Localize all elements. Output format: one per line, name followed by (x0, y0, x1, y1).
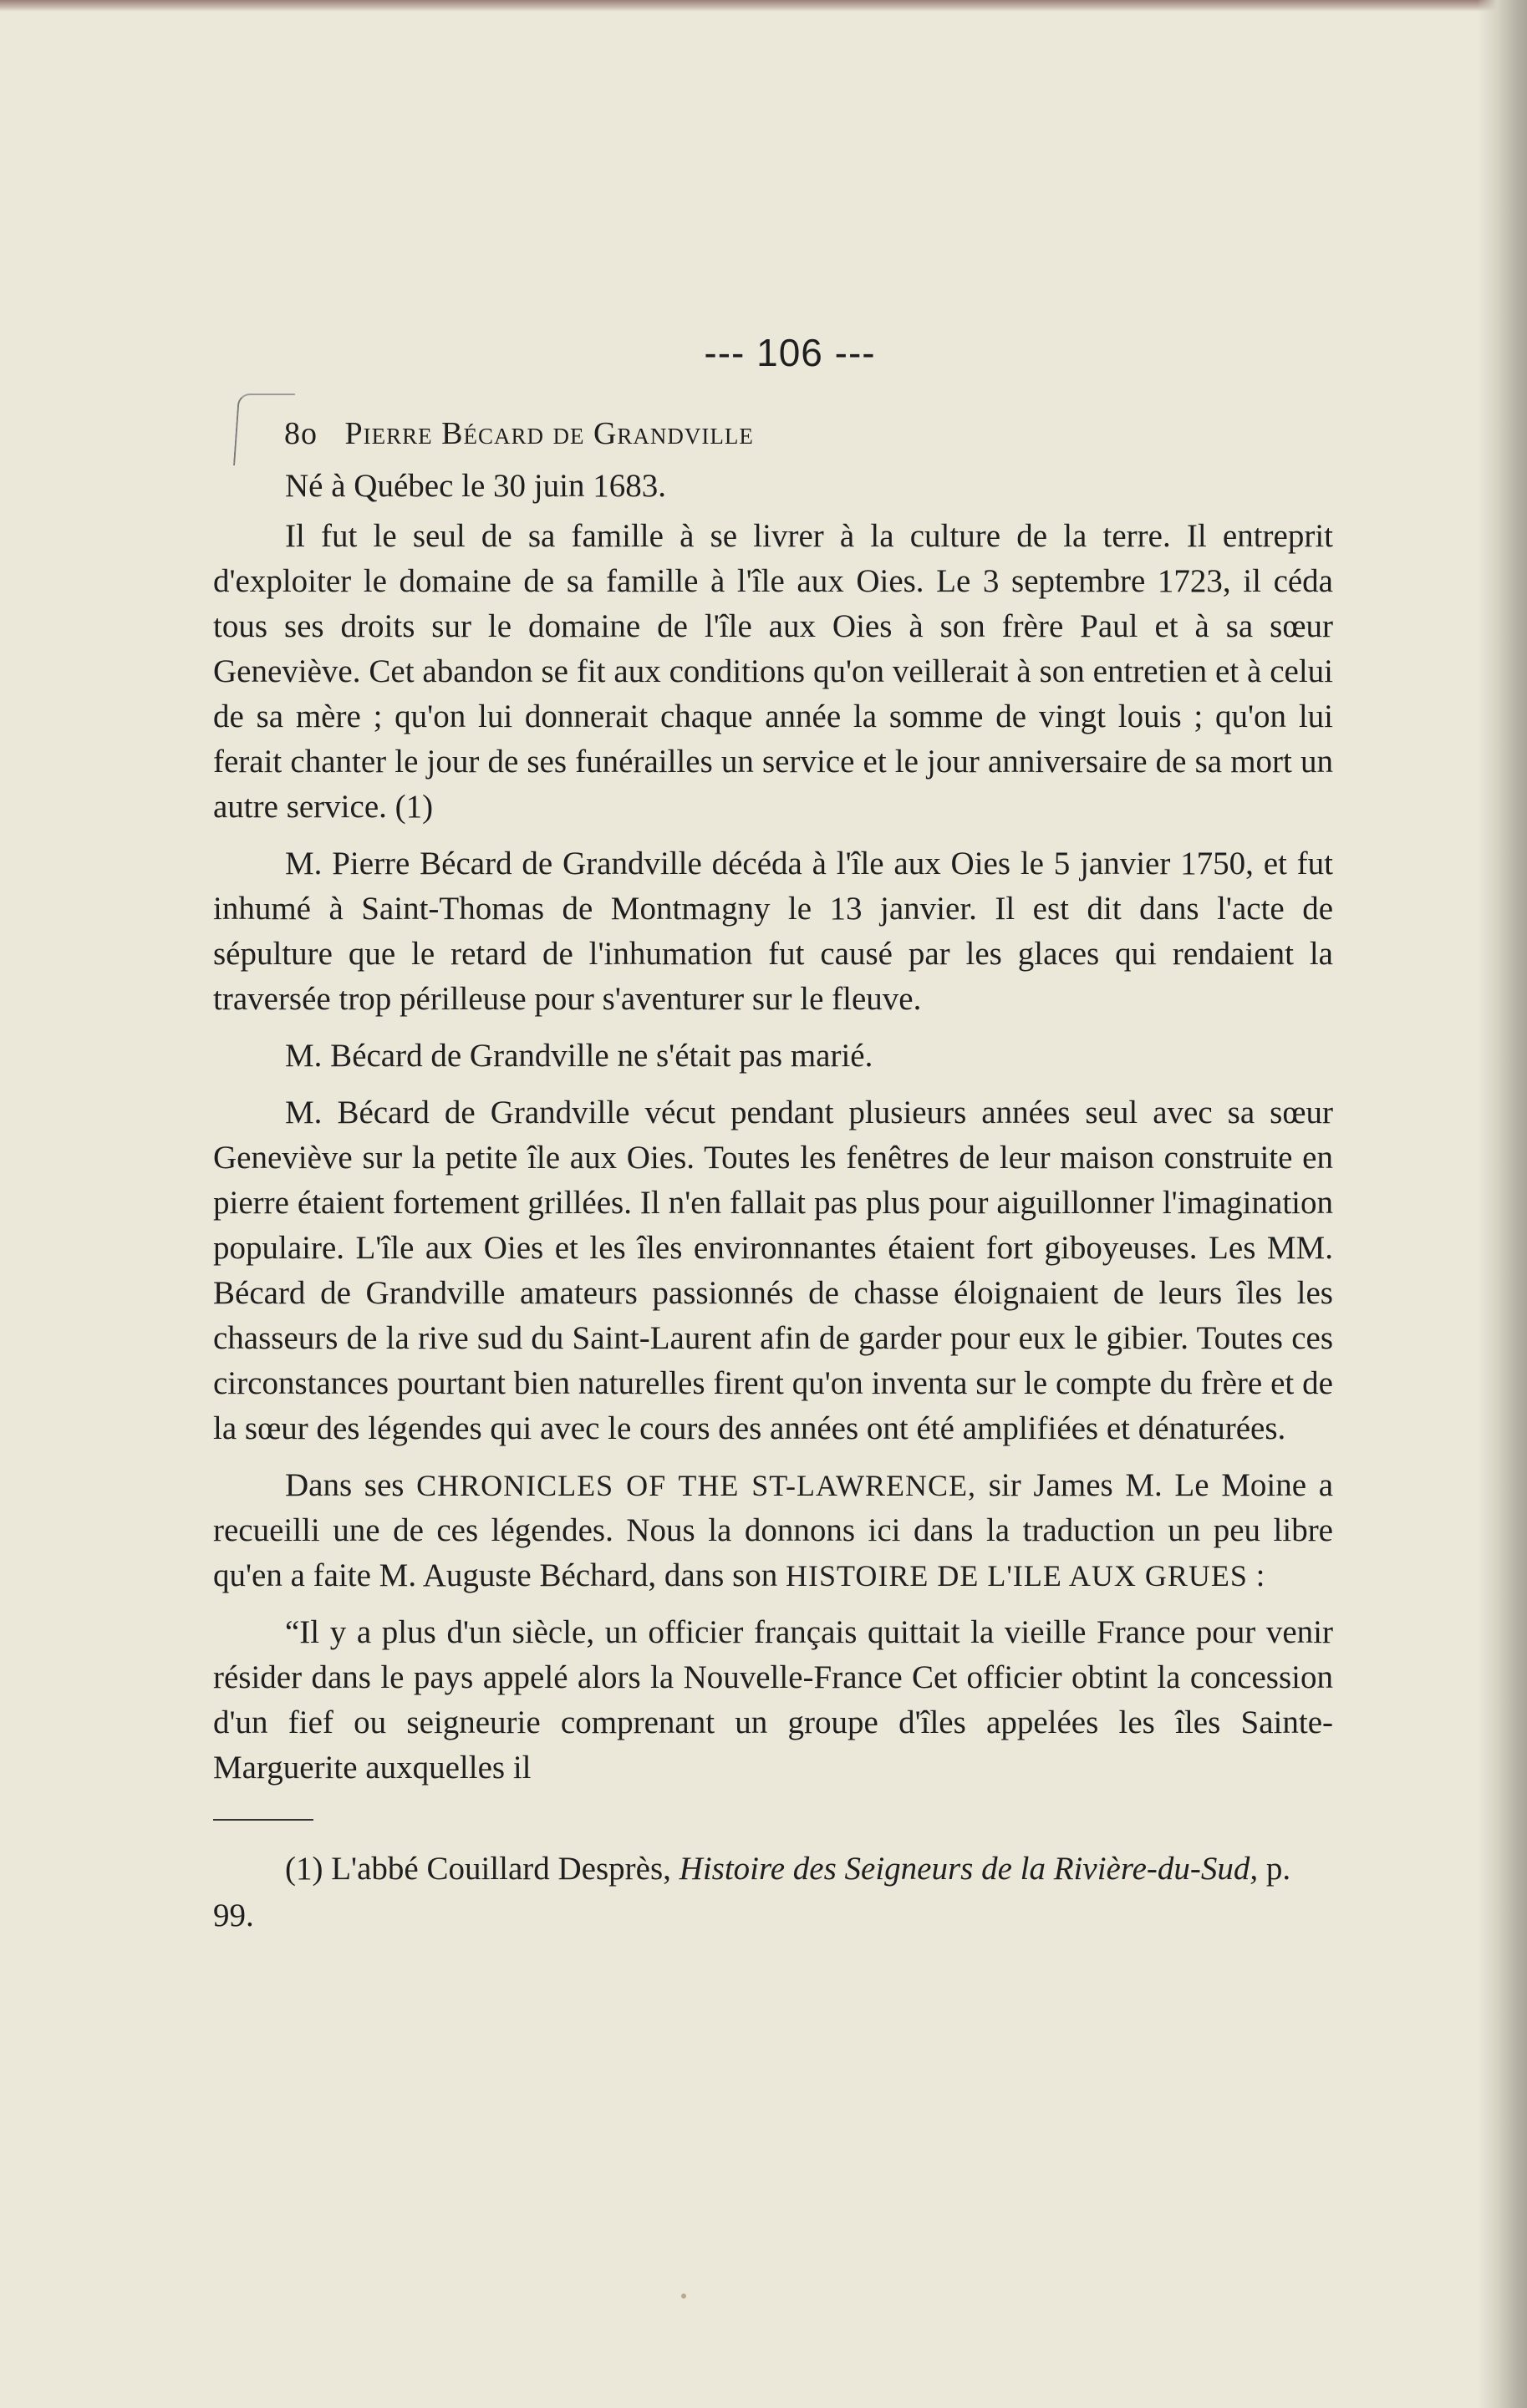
footnote-marker: (1) (285, 1851, 323, 1887)
paragraph-1: Il fut le seul de sa famille à se livrer à la culture de la terre. Il entreprit d'exploiter le domaine de sa famille à l'île aux Oies. Le 3 septembre 1723, il céda tous ses droits sur le domaine de l'île aux Oies à son frère Paul et à sa sœur Geneviève. Cet abandon se fit aux conditions qu'on veillerait à son entretien et à celui de sa mère ; qu'on lui donnerait chaque année la somme de vingt louis ; qu'on lui ferait chanter le jour de ses funérailles un service et le jour anniversaire de sa mort un autre service. (1) (213, 518, 1333, 825)
footnote-rule (213, 1819, 313, 1821)
footnote-page: p. 99. (213, 1851, 1291, 1933)
footnote-book-title: Histoire des Seigneurs de la Rivière-du-Sud, (679, 1851, 1259, 1887)
section-heading (284, 415, 1333, 452)
margin-bracket-mark (233, 394, 295, 465)
paragraph-5 (213, 1463, 1333, 1598)
section-number: 8o (284, 416, 318, 451)
book-title-chronicles: CHRONICLES OF THE ST-LAWRENCE, (416, 1469, 977, 1502)
page-gutter-shadow (1477, 0, 1527, 2408)
paragraph-5-text-a: Dans ses (285, 1467, 405, 1503)
paragraph-6-quote: “Il y a plus d'un siècle, un officier français quittait la vieille France pour venir résider dans le pays appelé alors la Nouvelle-France Cet officier obtint la concession d'un fief ou seigneurie comprenant un groupe d'îles appelées les îles Sainte-Marguerite auxquelles il (213, 1614, 1333, 1786)
section-title: Pierre Bécard de Grandville (344, 416, 754, 451)
birth-line: Né à Québec le 30 juin 1683. (285, 468, 666, 504)
paragraph-5-text-c: : (1255, 1557, 1265, 1593)
paragraph-3: M. Bécard de Grandville ne s'était pas marié. (285, 1038, 873, 1074)
page-top-edge (0, 0, 1527, 12)
paragraph-4: M. Bécard de Grandville vécut pendant plusieurs années seul avec sa sœur Geneviève sur la petite île aux Oies. Toutes les fenêtres de leur maison construite en pierre étaient fortement grillées. Il n'en fallait pas plus pour aiguillonner l'imagination populaire. L'île aux Oies et les îles environnantes étaient fort giboyeuses. Les MM. Bécard de Grandville amateurs passionnés de chasse éloignaient de leurs îles les chasseurs de la rive sud du Saint-Laurent afin de garder pour eux le gibier. Toutes ces circonstances pourtant bien naturelles firent qu'on inventa sur le compte du frère et de la sœur des légendes qui avec le cours des années ont été amplifiées et dénaturées. (213, 1095, 1333, 1446)
page-number: --- 106 --- (704, 331, 876, 374)
document-page (213, 330, 1333, 1939)
paragraph-2: M. Pierre Bécard de Grandville décéda à l'île aux Oies le 5 janvier 1750, et fut inhumé à Saint-Thomas de Montmagny le 13 janvier. Il est dit dans l'acte de sépulture que le retard de l'inhumation fut causé par les glaces qui rendaient la traversée trop périlleuse pour s'aventurer sur le fleuve. (213, 846, 1333, 1017)
footnote-author: L'abbé Couillard Desprès, (331, 1851, 671, 1887)
paragraph-5-text-b: sir James M. Le Moine a recueilli une de ces légendes. Nous la donnons ici dans la traduction un peu libre qu'en a faite M. Auguste Béchard, dans son (213, 1467, 1334, 1593)
footnote (213, 1846, 1333, 1939)
paper-speck (681, 2294, 686, 2299)
book-title-histoire: HISTOIRE DE L'ILE AUX GRUES (786, 1559, 1248, 1593)
